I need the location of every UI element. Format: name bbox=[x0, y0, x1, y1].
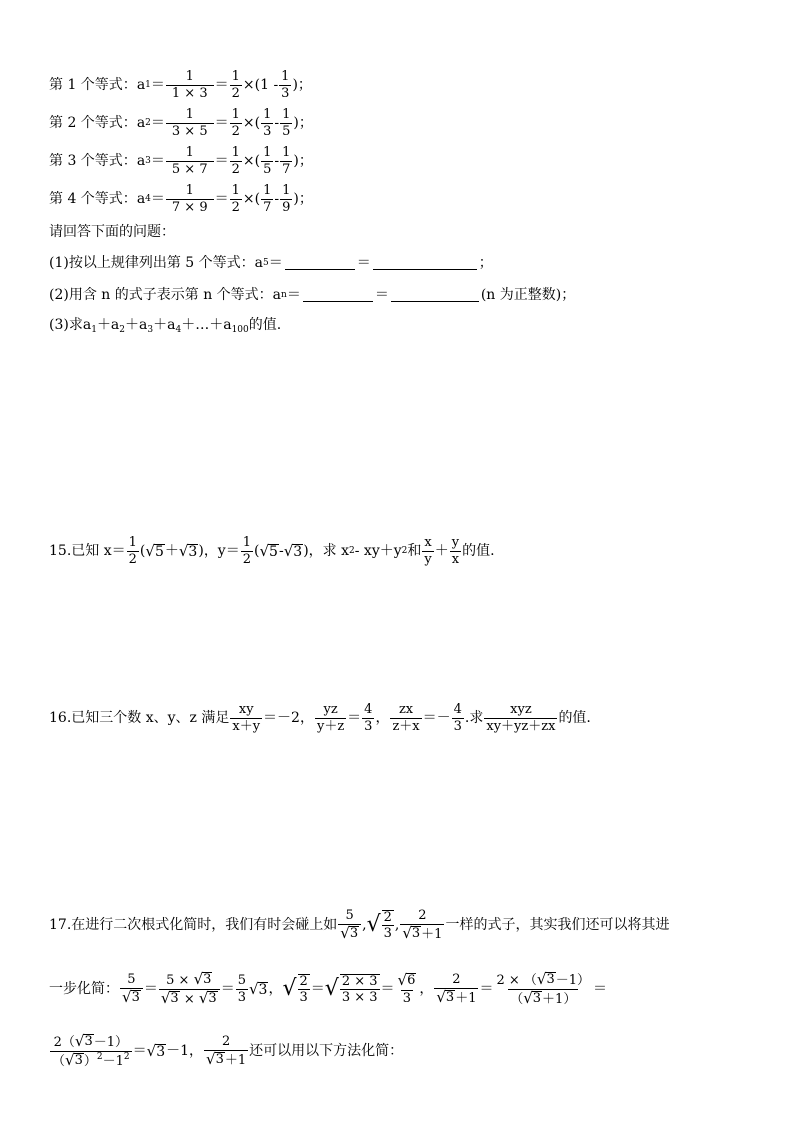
equation-2: 第 2 个等式： a 2 ＝ $\frac{1}{3 \times 5}$ ＝ $\frac{1}{2}$ ×( $\frac{1}{3}$ - $\frac{1}{5}$ )； bbox=[49, 107, 313, 139]
problem-16: 16.已知三个数 x、y、z 满足 $\frac{xy}{x+y}$ ＝－2， $\frac{yz}{y+z}$ ＝ $\frac{4}{3}$ ， $\frac{zx}{z+x}$ ＝－ $\frac{4}{3}$ .求 $\frac{\text{xyz}}{xy+yz+zx}$ 的值. bbox=[49, 702, 591, 734]
answer-blank-1b[interactable] bbox=[373, 257, 477, 270]
answer-blank-2a[interactable] bbox=[303, 289, 373, 302]
equation-1: 第 1 个等式： a 1 ＝ $\frac{1}{1 \times 3}$ ＝ $\frac{1}{2}$ ×(1 - $\frac{1}{3}$ )； bbox=[49, 69, 312, 101]
problem-17-line-2: 一步化简： 5 √ 3 ＝ 5 × √ 3 √ 3 × √ 3 ＝ $\frac{5}{3}$ √ 3 ， √ $\frac{2}{3}$ ＝ √ $\frac{2 \times 3}{3 \times 3}$ ＝ √ 6 3 ， 2 √ 3 ＋1 ＝ 2 × （ √ 3 －1） （ √ 3 ＋1） ＝ bbox=[49, 970, 608, 1007]
question-2: (2)用含 n 的式子表示第 n 个等式： a n ＝ ＝ (n 为正整数)； bbox=[49, 287, 576, 303]
problem-15: 15.已知 x＝ $\frac{1}{2}$ ( √ 5 ＋ √ 3 ) ，y＝ $\frac{1}{2}$ ( √ 5 - √ 3 ) ，求 x 2 - xy＋y 2 和 $\frac{x}{y}$ ＋ $\frac{y}{x}$ 的值. bbox=[49, 535, 495, 567]
equation-4: 第 4 个等式： a 4 ＝ $\frac{1}{7 \times 9}$ ＝ $\frac{1}{2}$ ×( $\frac{1}{7}$ - $\frac{1}{9}$ )； bbox=[49, 183, 313, 215]
question-1: (1)按以上规律列出第 5 个等式： a 5 ＝ ＝ ； bbox=[49, 255, 493, 271]
equation-3: 第 3 个等式： a 3 ＝ $\frac{1}{5 \times 7}$ ＝ $\frac{1}{2}$ ×( $\frac{1}{5}$ - $\frac{1}{7}$ )； bbox=[49, 145, 313, 177]
problem-17-line-3: 2（ √ 3 －1） （ √ 3 ）$^2-1^2$ ＝ √ 3 －1， 2 √ 3 ＋1 还可以用以下方法化简： bbox=[52, 1032, 404, 1069]
question-intro: 请回答下面的问题： bbox=[49, 224, 175, 240]
question-3: (3)求 $a_1+a_2+a_3+a_4+\dots+a_{100}$ 的值. bbox=[49, 317, 282, 335]
answer-blank-2b[interactable] bbox=[391, 289, 479, 302]
answer-blank-1a[interactable] bbox=[285, 257, 355, 270]
problem-17-line-1: 17.在进行二次根式化简时，我们有时会碰上如 5 √ 3 , √ $\frac{2}{3}$ , 2 √ 3 ＋1 一样的式子，其实我们还可以将其进 bbox=[49, 908, 670, 942]
